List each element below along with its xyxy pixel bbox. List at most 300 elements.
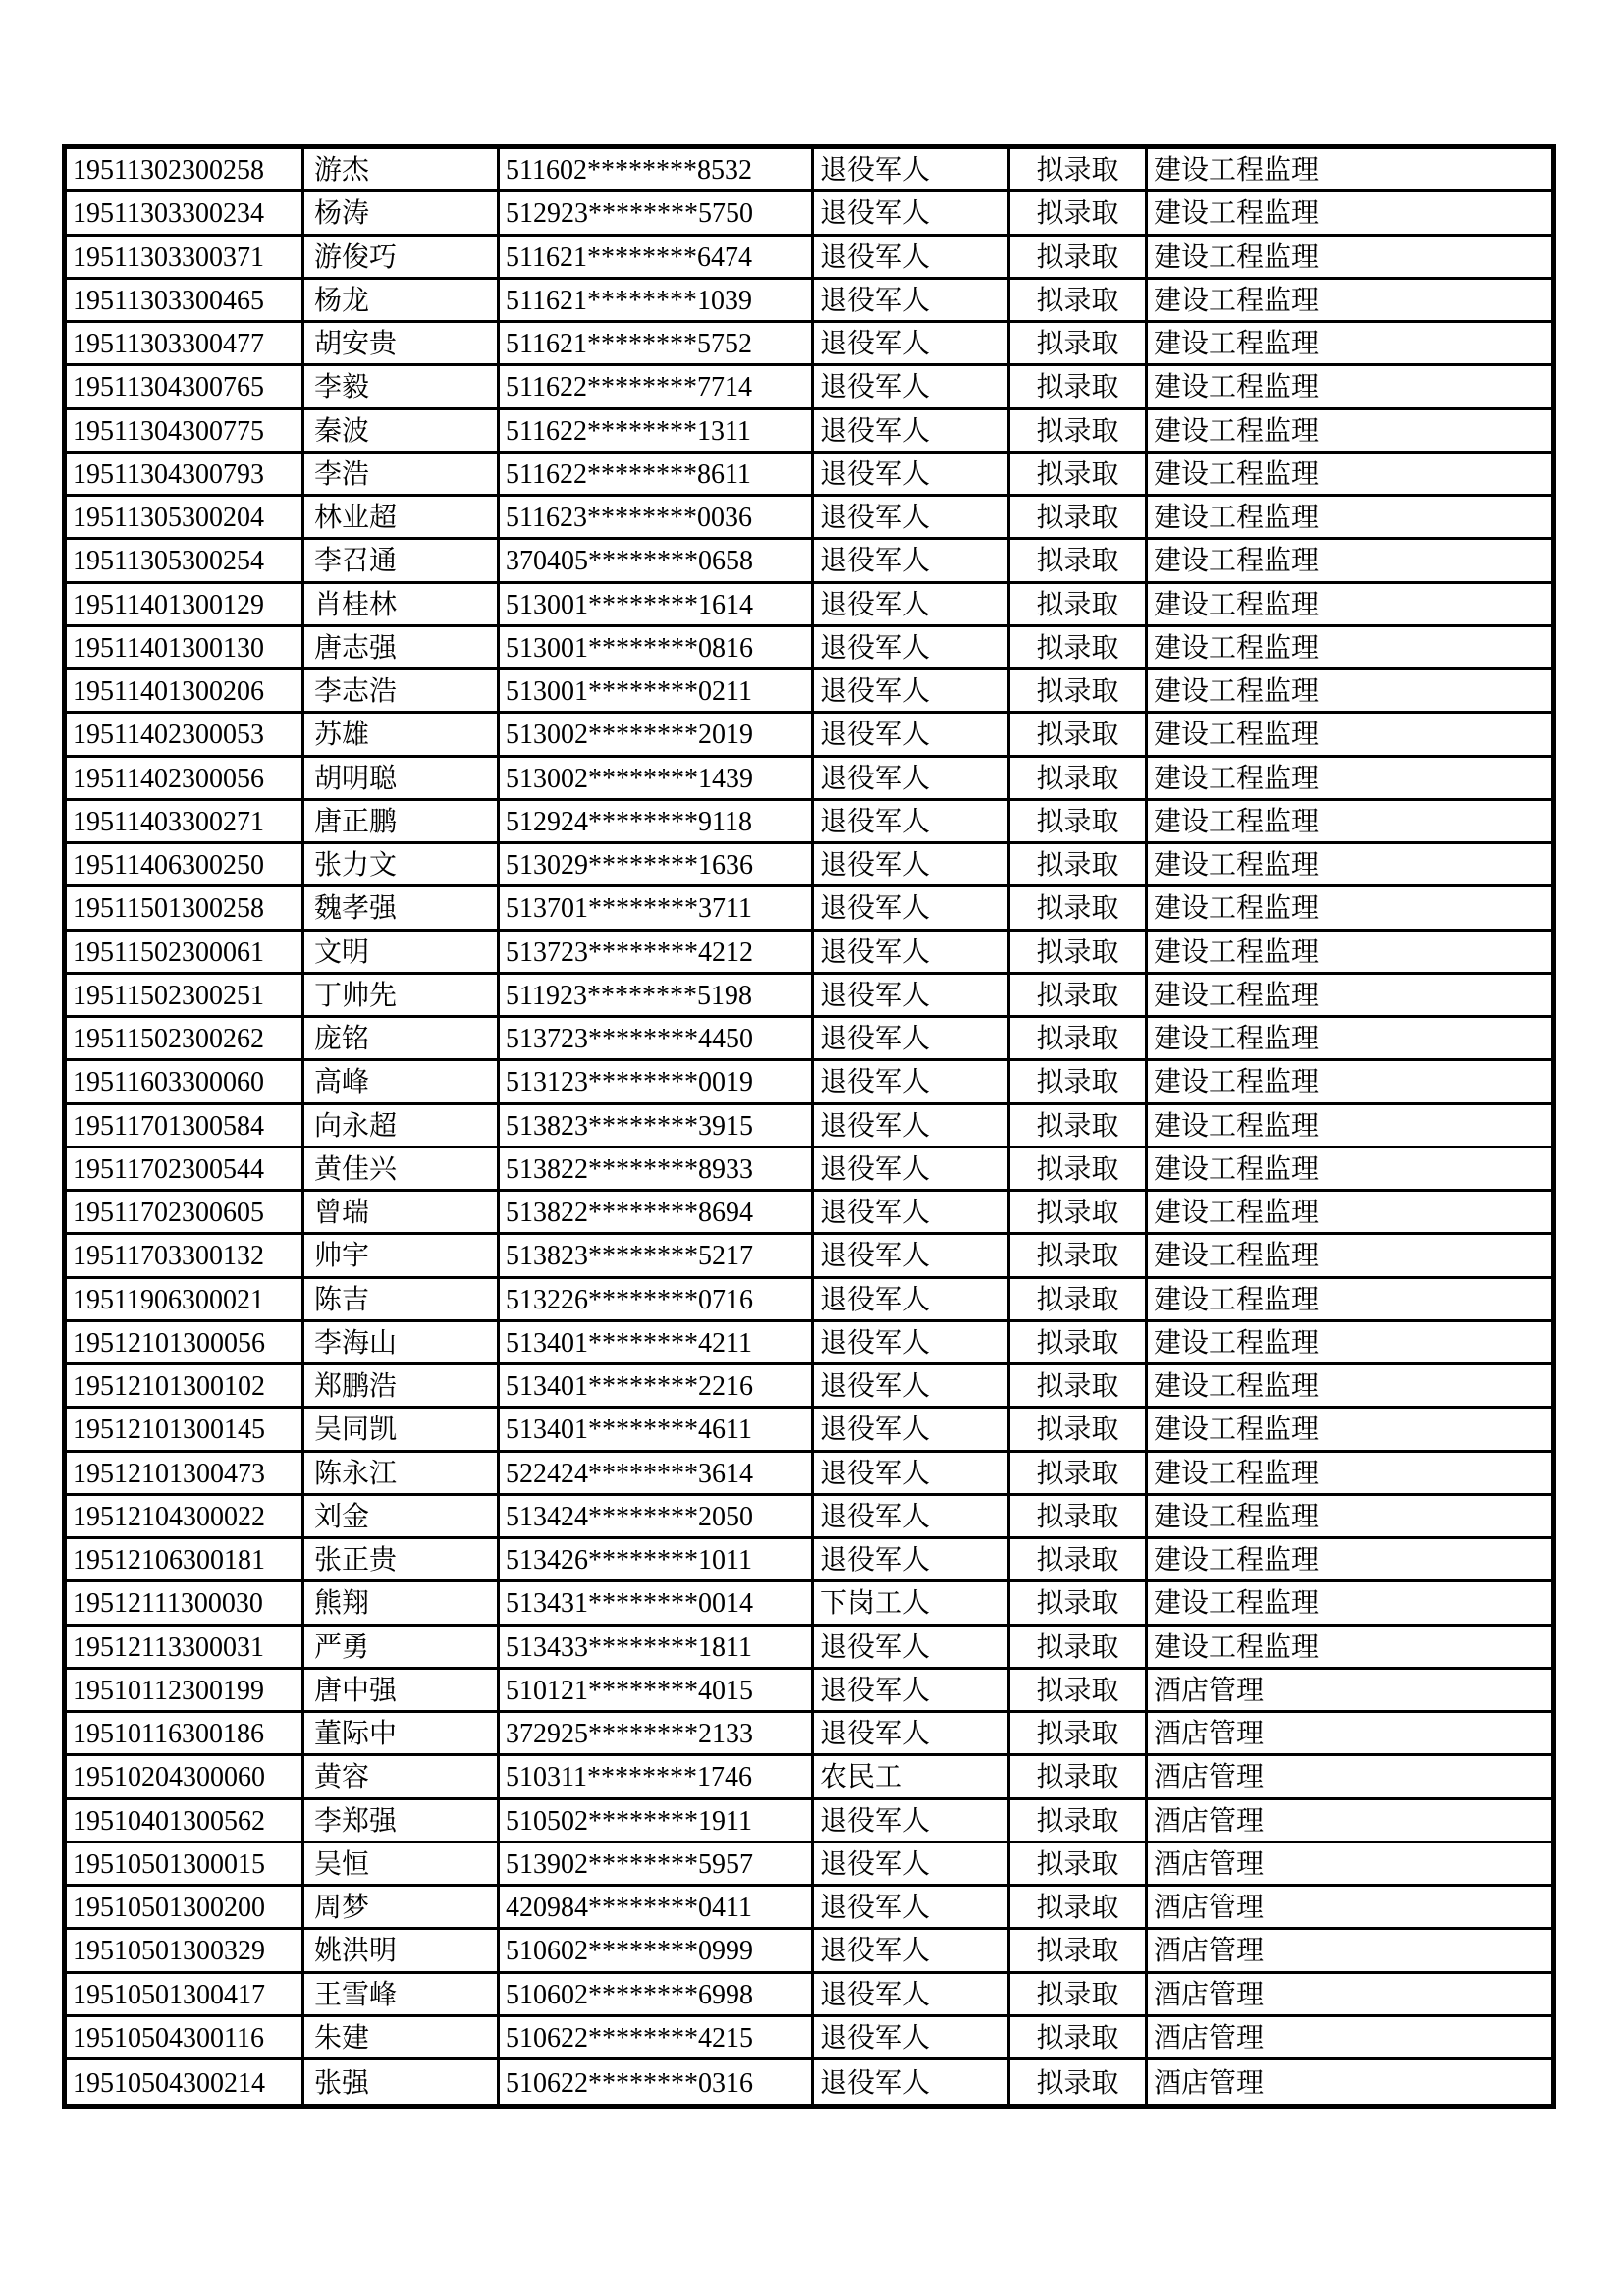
major-cell: 酒店管理 xyxy=(1154,1979,1265,2010)
category-cell: 退役军人 xyxy=(814,1365,1010,1406)
table-row xyxy=(67,1496,1551,1539)
category-cell: 退役军人 xyxy=(814,497,1010,537)
major-cell: 建设工程监理 xyxy=(1154,1545,1320,1576)
table-row xyxy=(67,887,1551,931)
id-card-cell: 510121********4015 xyxy=(500,1670,814,1710)
id-card-cell: 511621********5752 xyxy=(500,323,814,363)
exam-number-cell: 19510501300200 xyxy=(67,1887,304,1927)
exam-number-cell: 19511303300234 xyxy=(67,192,304,233)
status-cell: 拟录取 xyxy=(1010,1105,1148,1146)
table-row xyxy=(67,1627,1551,1670)
status-cell: 拟录取 xyxy=(1010,1279,1148,1319)
category-cell: 退役军人 xyxy=(814,1496,1010,1536)
exam-number-cell: 19511303300465 xyxy=(67,280,304,320)
status-cell: 拟录取 xyxy=(1010,237,1148,277)
id-card-cell: 513401********4211 xyxy=(500,1322,814,1362)
table-row xyxy=(67,2060,1551,2104)
status-cell: 拟录取 xyxy=(1010,844,1148,884)
table-row xyxy=(67,975,1551,1018)
name-cell: 张正贵 xyxy=(304,1539,500,1579)
category-cell: 退役军人 xyxy=(814,2017,1010,2057)
category-cell: 退役军人 xyxy=(814,1453,1010,1493)
category-cell: 退役军人 xyxy=(814,670,1010,711)
table-row xyxy=(67,1887,1551,1930)
table-row xyxy=(67,1192,1551,1235)
exam-number-cell: 19510501300417 xyxy=(67,1974,304,2014)
status-cell: 拟录取 xyxy=(1010,1670,1148,1710)
major-cell: 建设工程监理 xyxy=(1154,763,1320,794)
category-cell: 退役军人 xyxy=(814,758,1010,798)
status-cell: 拟录取 xyxy=(1010,1539,1148,1579)
name-cell: 黄容 xyxy=(304,1756,500,1796)
status-cell: 拟录取 xyxy=(1010,670,1148,711)
status-cell: 拟录取 xyxy=(1010,192,1148,233)
id-card-cell: 513701********3711 xyxy=(500,887,814,928)
major-cell: 建设工程监理 xyxy=(1154,1588,1320,1620)
category-cell: 退役军人 xyxy=(814,454,1010,494)
name-cell: 唐正鹏 xyxy=(304,801,500,841)
major-cell: 酒店管理 xyxy=(1154,1719,1265,1750)
table-row xyxy=(67,410,1551,454)
name-cell: 秦波 xyxy=(304,410,500,451)
major-cell: 建设工程监理 xyxy=(1154,458,1320,490)
category-cell: 退役军人 xyxy=(814,237,1010,277)
major-cell: 建设工程监理 xyxy=(1154,806,1320,837)
name-cell: 李毅 xyxy=(304,366,500,406)
major-cell: 建设工程监理 xyxy=(1154,155,1320,187)
major-cell: 酒店管理 xyxy=(1154,2022,1265,2054)
major-cell: 酒店管理 xyxy=(1154,1805,1265,1837)
table-row xyxy=(67,323,1551,366)
exam-number-cell: 19511702300605 xyxy=(67,1192,304,1232)
id-card-cell: 513823********5217 xyxy=(500,1235,814,1275)
category-cell: 退役军人 xyxy=(814,1192,1010,1232)
status-cell: 拟录取 xyxy=(1010,714,1148,754)
exam-number-cell: 19511502300061 xyxy=(67,932,304,972)
id-card-cell: 510622********4215 xyxy=(500,2017,814,2057)
name-cell: 李志浩 xyxy=(304,670,500,711)
name-cell: 李召通 xyxy=(304,540,500,580)
table-row xyxy=(67,497,1551,540)
category-cell: 退役军人 xyxy=(814,1018,1010,1058)
name-cell: 周梦 xyxy=(304,1887,500,1927)
id-card-cell: 513723********4212 xyxy=(500,932,814,972)
major-cell: 建设工程监理 xyxy=(1154,676,1320,708)
exam-number-cell: 19511702300544 xyxy=(67,1148,304,1189)
status-cell: 拟录取 xyxy=(1010,627,1148,667)
exam-number-cell: 19510401300562 xyxy=(67,1800,304,1841)
id-card-cell: 513029********1636 xyxy=(500,844,814,884)
table-row xyxy=(67,670,1551,714)
major-cell: 酒店管理 xyxy=(1154,1893,1265,1924)
name-cell: 曾瑞 xyxy=(304,1192,500,1232)
id-card-cell: 511621********6474 xyxy=(500,237,814,277)
name-cell: 庞铭 xyxy=(304,1018,500,1058)
category-cell: 退役军人 xyxy=(814,410,1010,451)
name-cell: 丁帅先 xyxy=(304,975,500,1015)
major-cell: 建设工程监理 xyxy=(1154,1458,1320,1489)
name-cell: 帅宇 xyxy=(304,1235,500,1275)
major-cell: 建设工程监理 xyxy=(1154,1327,1320,1359)
id-card-cell: 510622********0316 xyxy=(500,2060,814,2104)
category-cell: 退役军人 xyxy=(814,1930,1010,1970)
name-cell: 林业超 xyxy=(304,497,500,537)
exam-number-cell: 19512104300022 xyxy=(67,1496,304,1536)
category-cell: 退役军人 xyxy=(814,1148,1010,1189)
category-cell: 退役军人 xyxy=(814,1105,1010,1146)
exam-number-cell: 19510204300060 xyxy=(67,1756,304,1796)
status-cell: 拟录取 xyxy=(1010,758,1148,798)
name-cell: 魏孝强 xyxy=(304,887,500,928)
name-cell: 唐志强 xyxy=(304,627,500,667)
id-card-cell: 420984********0411 xyxy=(500,1887,814,1927)
id-card-cell: 512924********9118 xyxy=(500,801,814,841)
id-card-cell: 511622********7714 xyxy=(500,366,814,406)
id-card-cell: 511602********8532 xyxy=(500,149,814,189)
status-cell: 拟录取 xyxy=(1010,366,1148,406)
category-cell: 退役军人 xyxy=(814,1670,1010,1710)
name-cell: 李浩 xyxy=(304,454,500,494)
major-cell: 酒店管理 xyxy=(1154,2067,1265,2099)
status-cell: 拟录取 xyxy=(1010,1713,1148,1753)
major-cell: 建设工程监理 xyxy=(1154,1415,1320,1446)
exam-number-cell: 19510504300214 xyxy=(67,2060,304,2104)
major-cell: 建设工程监理 xyxy=(1154,503,1320,534)
id-card-cell: 513001********0211 xyxy=(500,670,814,711)
status-cell: 拟录取 xyxy=(1010,497,1148,537)
id-card-cell: 513001********1614 xyxy=(500,584,814,624)
exam-number-cell: 19511303300477 xyxy=(67,323,304,363)
major-cell: 建设工程监理 xyxy=(1154,546,1320,577)
category-cell: 农民工 xyxy=(814,1756,1010,1796)
id-card-cell: 522424********3614 xyxy=(500,1453,814,1493)
name-cell: 严勇 xyxy=(304,1627,500,1667)
table-row xyxy=(67,1409,1551,1452)
exam-number-cell: 19511401300130 xyxy=(67,627,304,667)
category-cell: 退役军人 xyxy=(814,1974,1010,2014)
exam-number-cell: 19512101300145 xyxy=(67,1409,304,1449)
category-cell: 退役军人 xyxy=(814,932,1010,972)
major-cell: 建设工程监理 xyxy=(1154,980,1320,1011)
table-row xyxy=(67,1061,1551,1104)
category-cell: 退役军人 xyxy=(814,1800,1010,1841)
category-cell: 退役军人 xyxy=(814,714,1010,754)
name-cell: 熊翔 xyxy=(304,1582,500,1623)
name-cell: 肖桂林 xyxy=(304,584,500,624)
id-card-cell: 510602********0999 xyxy=(500,1930,814,1970)
exam-number-cell: 19510501300015 xyxy=(67,1843,304,1884)
name-cell: 陈吉 xyxy=(304,1279,500,1319)
table-row xyxy=(67,1670,1551,1713)
name-cell: 李海山 xyxy=(304,1322,500,1362)
status-cell: 拟录取 xyxy=(1010,1582,1148,1623)
status-cell: 拟录取 xyxy=(1010,1018,1148,1058)
table-row xyxy=(67,366,1551,409)
id-card-cell: 513424********2050 xyxy=(500,1496,814,1536)
category-cell: 退役军人 xyxy=(814,540,1010,580)
admission-table xyxy=(62,144,1556,2109)
category-cell: 退役军人 xyxy=(814,975,1010,1015)
major-cell: 建设工程监理 xyxy=(1154,372,1320,403)
category-cell: 退役军人 xyxy=(814,280,1010,320)
major-cell: 建设工程监理 xyxy=(1154,589,1320,620)
major-cell: 酒店管理 xyxy=(1154,1675,1265,1706)
name-cell: 郑鹏浩 xyxy=(304,1365,500,1406)
status-cell: 拟录取 xyxy=(1010,410,1148,451)
name-cell: 刘金 xyxy=(304,1496,500,1536)
major-cell: 建设工程监理 xyxy=(1154,1241,1320,1272)
major-cell: 建设工程监理 xyxy=(1154,241,1320,273)
exam-number-cell: 19511406300250 xyxy=(67,844,304,884)
table-row xyxy=(67,1105,1551,1148)
id-card-cell: 513401********4611 xyxy=(500,1409,814,1449)
category-cell: 退役军人 xyxy=(814,192,1010,233)
status-cell: 拟录取 xyxy=(1010,1627,1148,1667)
name-cell: 陈永江 xyxy=(304,1453,500,1493)
major-cell: 建设工程监理 xyxy=(1154,1198,1320,1229)
name-cell: 李郑强 xyxy=(304,1800,500,1841)
category-cell: 退役军人 xyxy=(814,1322,1010,1362)
status-cell: 拟录取 xyxy=(1010,540,1148,580)
table-row xyxy=(67,540,1551,583)
name-cell: 王雪峰 xyxy=(304,1974,500,2014)
table-row xyxy=(67,801,1551,844)
major-cell: 建设工程监理 xyxy=(1154,1110,1320,1142)
exam-number-cell: 19511403300271 xyxy=(67,801,304,841)
table-row xyxy=(67,1582,1551,1626)
exam-number-cell: 19511501300258 xyxy=(67,887,304,928)
exam-number-cell: 19511305300254 xyxy=(67,540,304,580)
name-cell: 杨龙 xyxy=(304,280,500,320)
category-cell: 退役军人 xyxy=(814,1409,1010,1449)
id-card-cell: 511923********5198 xyxy=(500,975,814,1015)
table-row xyxy=(67,627,1551,670)
exam-number-cell: 19511402300053 xyxy=(67,714,304,754)
status-cell: 拟录取 xyxy=(1010,1887,1148,1927)
name-cell: 胡明聪 xyxy=(304,758,500,798)
category-cell: 退役军人 xyxy=(814,366,1010,406)
name-cell: 游杰 xyxy=(304,149,500,189)
id-card-cell: 370405********0658 xyxy=(500,540,814,580)
table-row xyxy=(67,1930,1551,1973)
category-cell: 退役军人 xyxy=(814,584,1010,624)
exam-number-cell: 19511906300021 xyxy=(67,1279,304,1319)
exam-number-cell: 19511603300060 xyxy=(67,1061,304,1101)
name-cell: 文明 xyxy=(304,932,500,972)
status-cell: 拟录取 xyxy=(1010,1756,1148,1796)
exam-number-cell: 19511304300765 xyxy=(67,366,304,406)
category-cell: 退役军人 xyxy=(814,801,1010,841)
id-card-cell: 511623********0036 xyxy=(500,497,814,537)
name-cell: 苏雄 xyxy=(304,714,500,754)
exam-number-cell: 19512113300031 xyxy=(67,1627,304,1667)
status-cell: 拟录取 xyxy=(1010,1496,1148,1536)
major-cell: 建设工程监理 xyxy=(1154,936,1320,968)
major-cell: 建设工程监理 xyxy=(1154,720,1320,751)
table-row xyxy=(67,1235,1551,1278)
id-card-cell: 511622********1311 xyxy=(500,410,814,451)
status-cell: 拟录取 xyxy=(1010,1930,1148,1970)
id-card-cell: 513226********0716 xyxy=(500,1279,814,1319)
id-card-cell: 513431********0014 xyxy=(500,1582,814,1623)
table-row xyxy=(67,932,1551,975)
major-cell: 建设工程监理 xyxy=(1154,329,1320,360)
status-cell: 拟录取 xyxy=(1010,1453,1148,1493)
table-row xyxy=(67,2017,1551,2060)
exam-number-cell: 19510501300329 xyxy=(67,1930,304,1970)
category-cell: 退役军人 xyxy=(814,1235,1010,1275)
major-cell: 建设工程监理 xyxy=(1154,1501,1320,1532)
table-row xyxy=(67,454,1551,497)
major-cell: 建设工程监理 xyxy=(1154,198,1320,230)
id-card-cell: 513123********0019 xyxy=(500,1061,814,1101)
status-cell: 拟录取 xyxy=(1010,584,1148,624)
status-cell: 拟录取 xyxy=(1010,887,1148,928)
table-row xyxy=(67,1365,1551,1409)
exam-number-cell: 19510112300199 xyxy=(67,1670,304,1710)
status-cell: 拟录取 xyxy=(1010,2017,1148,2057)
id-card-cell: 513001********0816 xyxy=(500,627,814,667)
status-cell: 拟录取 xyxy=(1010,1843,1148,1884)
id-card-cell: 513401********2216 xyxy=(500,1365,814,1406)
table-row xyxy=(67,192,1551,236)
id-card-cell: 513723********4450 xyxy=(500,1018,814,1058)
status-cell: 拟录取 xyxy=(1010,1409,1148,1449)
exam-number-cell: 19511701300584 xyxy=(67,1105,304,1146)
exam-number-cell: 19511401300129 xyxy=(67,584,304,624)
major-cell: 建设工程监理 xyxy=(1154,850,1320,881)
major-cell: 酒店管理 xyxy=(1154,1848,1265,1880)
major-cell: 建设工程监理 xyxy=(1154,893,1320,925)
name-cell: 吴同凯 xyxy=(304,1409,500,1449)
table-row xyxy=(67,237,1551,280)
category-cell: 退役军人 xyxy=(814,1279,1010,1319)
table-row xyxy=(67,1756,1551,1799)
major-cell: 建设工程监理 xyxy=(1154,415,1320,447)
id-card-cell: 510311********1746 xyxy=(500,1756,814,1796)
status-cell: 拟录取 xyxy=(1010,801,1148,841)
status-cell: 拟录取 xyxy=(1010,1192,1148,1232)
status-cell: 拟录取 xyxy=(1010,1974,1148,2014)
exam-number-cell: 19511304300793 xyxy=(67,454,304,494)
status-cell: 拟录取 xyxy=(1010,1800,1148,1841)
id-card-cell: 513002********1439 xyxy=(500,758,814,798)
category-cell: 退役军人 xyxy=(814,1713,1010,1753)
exam-number-cell: 19512101300056 xyxy=(67,1322,304,1362)
status-cell: 拟录取 xyxy=(1010,975,1148,1015)
id-card-cell: 511621********1039 xyxy=(500,280,814,320)
name-cell: 张力文 xyxy=(304,844,500,884)
category-cell: 退役军人 xyxy=(814,1061,1010,1101)
category-cell: 退役军人 xyxy=(814,1627,1010,1667)
name-cell: 唐中强 xyxy=(304,1670,500,1710)
name-cell: 吴恒 xyxy=(304,1843,500,1884)
name-cell: 董际中 xyxy=(304,1713,500,1753)
category-cell: 退役军人 xyxy=(814,1843,1010,1884)
exam-number-cell: 19512101300102 xyxy=(67,1365,304,1406)
category-cell: 退役军人 xyxy=(814,627,1010,667)
table-row xyxy=(67,1279,1551,1322)
id-card-cell: 372925********2133 xyxy=(500,1713,814,1753)
id-card-cell: 513822********8694 xyxy=(500,1192,814,1232)
name-cell: 张强 xyxy=(304,2060,500,2104)
major-cell: 建设工程监理 xyxy=(1154,1067,1320,1098)
exam-number-cell: 19510504300116 xyxy=(67,2017,304,2057)
exam-number-cell: 19512101300473 xyxy=(67,1453,304,1493)
table-row xyxy=(67,149,1551,192)
status-cell: 拟录取 xyxy=(1010,1365,1148,1406)
id-card-cell: 513426********1011 xyxy=(500,1539,814,1579)
name-cell: 高峰 xyxy=(304,1061,500,1101)
table-row xyxy=(67,1539,1551,1582)
category-cell: 退役军人 xyxy=(814,844,1010,884)
table-row xyxy=(67,714,1551,757)
exam-number-cell: 19511305300204 xyxy=(67,497,304,537)
exam-number-cell: 19511302300258 xyxy=(67,149,304,189)
table-row xyxy=(67,1453,1551,1496)
table-row xyxy=(67,1018,1551,1061)
id-card-cell: 510502********1911 xyxy=(500,1800,814,1841)
status-cell: 拟录取 xyxy=(1010,1148,1148,1189)
name-cell: 杨涛 xyxy=(304,192,500,233)
name-cell: 胡安贵 xyxy=(304,323,500,363)
major-cell: 酒店管理 xyxy=(1154,1762,1265,1793)
table-row xyxy=(67,758,1551,801)
name-cell: 黄佳兴 xyxy=(304,1148,500,1189)
table-row xyxy=(67,280,1551,323)
status-cell: 拟录取 xyxy=(1010,1235,1148,1275)
category-cell: 退役军人 xyxy=(814,1887,1010,1927)
id-card-cell: 513902********5957 xyxy=(500,1843,814,1884)
status-cell: 拟录取 xyxy=(1010,149,1148,189)
table-row xyxy=(67,1713,1551,1756)
exam-number-cell: 19511303300371 xyxy=(67,237,304,277)
table-row xyxy=(67,1148,1551,1192)
id-card-cell: 513822********8933 xyxy=(500,1148,814,1189)
status-cell: 拟录取 xyxy=(1010,2060,1148,2104)
name-cell: 姚洪明 xyxy=(304,1930,500,1970)
major-cell: 建设工程监理 xyxy=(1154,1284,1320,1315)
category-cell: 退役军人 xyxy=(814,149,1010,189)
status-cell: 拟录取 xyxy=(1010,932,1148,972)
exam-number-cell: 19511502300251 xyxy=(67,975,304,1015)
category-cell: 退役军人 xyxy=(814,887,1010,928)
id-card-cell: 512923********5750 xyxy=(500,192,814,233)
major-cell: 酒店管理 xyxy=(1154,1936,1265,1967)
status-cell: 拟录取 xyxy=(1010,1061,1148,1101)
table-row xyxy=(67,844,1551,887)
major-cell: 建设工程监理 xyxy=(1154,1024,1320,1055)
exam-number-cell: 19511703300132 xyxy=(67,1235,304,1275)
table-row xyxy=(67,1322,1551,1365)
status-cell: 拟录取 xyxy=(1010,454,1148,494)
status-cell: 拟录取 xyxy=(1010,1322,1148,1362)
major-cell: 建设工程监理 xyxy=(1154,1153,1320,1185)
table-row xyxy=(67,1974,1551,2017)
id-card-cell: 513433********1811 xyxy=(500,1627,814,1667)
category-cell: 退役军人 xyxy=(814,323,1010,363)
id-card-cell: 513002********2019 xyxy=(500,714,814,754)
exam-number-cell: 19512106300181 xyxy=(67,1539,304,1579)
exam-number-cell: 19511401300206 xyxy=(67,670,304,711)
name-cell: 向永超 xyxy=(304,1105,500,1146)
category-cell: 下岗工人 xyxy=(814,1582,1010,1623)
id-card-cell: 511622********8611 xyxy=(500,454,814,494)
status-cell: 拟录取 xyxy=(1010,280,1148,320)
major-cell: 建设工程监理 xyxy=(1154,1371,1320,1403)
table-row xyxy=(67,1843,1551,1887)
exam-number-cell: 19511304300775 xyxy=(67,410,304,451)
